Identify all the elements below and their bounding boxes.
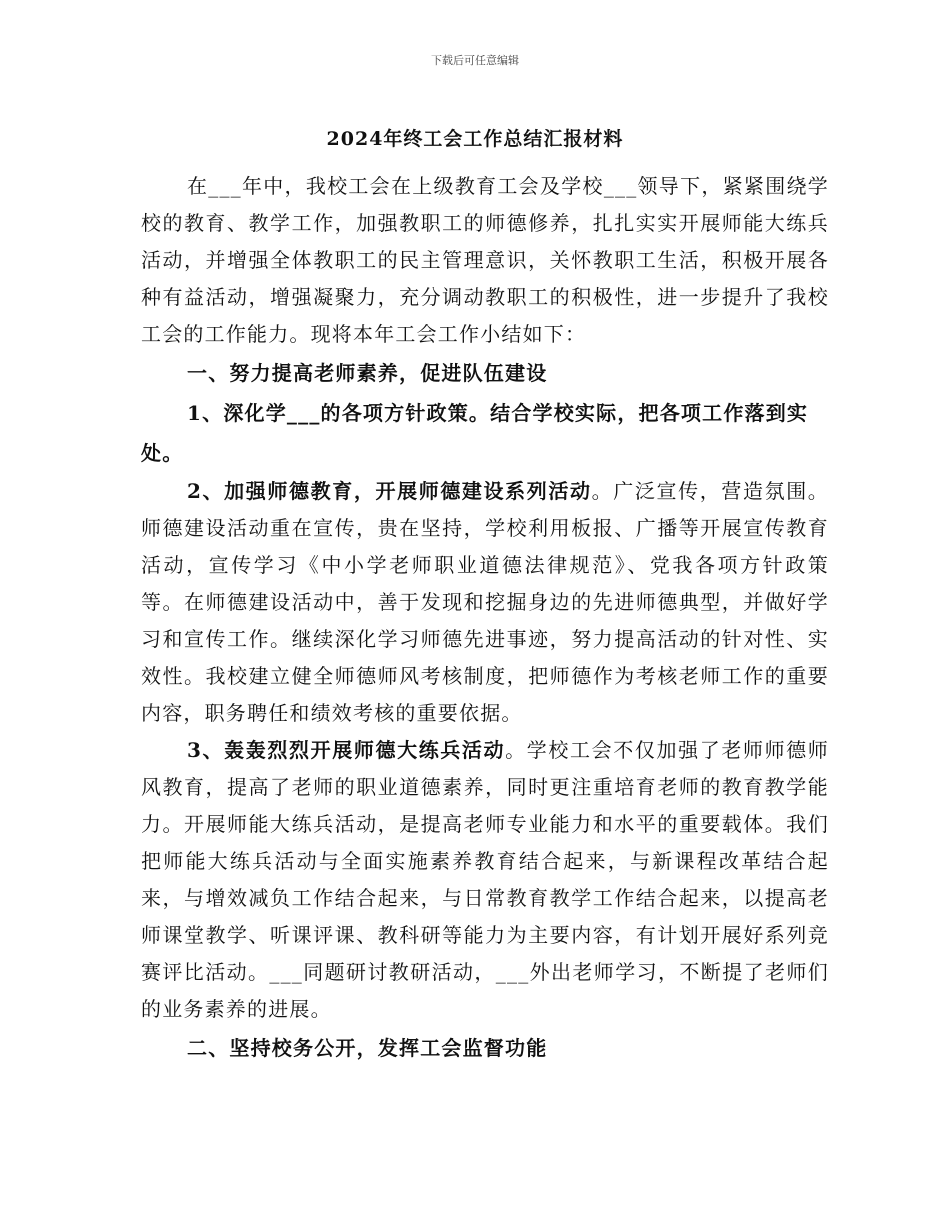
section-heading-2: 二、坚持校务公开，发挥工会监督功能 bbox=[187, 1036, 548, 1060]
section-heading-1: 一、努力提高老师素养，促进队伍建设 bbox=[187, 361, 548, 385]
section1-item-1: 1、深化学___的各项方针政策。结合学校实际，把各项工作落到实处。 bbox=[141, 401, 809, 465]
section1-item-2 bbox=[141, 473, 829, 732]
item-2-body: 。广泛宣传，营造氛围。师德建设活动重在宣传，贵在坚持，学校利用板报、广播等开展宣传教育活动，宣传学习《中小学老师职业道德法律规范》、党我各项方针政策等。在师德建设活动中，善于发现和挖掘身边的先进师德典型，并做好学习和宣传工作。继续深化学习师德先进事迹，努力提高活动的针对性、实效性。我校建立健全师德师风考核制度，把师德作为考核老师工作的重要内容，职务聘任和绩效考核的重要依据。 bbox=[141, 479, 830, 725]
intro-paragraph: 在___年中，我校工会在上级教育工会及学校___领导下，紧紧围绕学校的教育、教学工作，加强教职工的师德修养，扎扎实实开展师能大练兵活动，并增强全体教职工的民主管理意识，关怀教职工生活，积极开展各种有益活动，增强凝聚力，充分调动教职工的积极性，进一步提升了我校工会的工作能力。现将本年工会工作小结如下： bbox=[141, 174, 829, 346]
item-3-lead: 3、轰轰烈烈开展师德大练兵活动 bbox=[187, 738, 506, 762]
document-title: 2024年终工会工作总结汇报材料 bbox=[326, 128, 624, 150]
item-3-body: 。学校工会不仅加强了老师师德师风教育，提高了老师的职业道德素养，同时更注重培育老师的教育教学能力。开展师能大练兵活动，是提高老师专业能力和水平的重要载体。我们把师能大练兵活动与全面实施素养教育结合起来，与新课程改革结合起来，与增效减负工作结合起来，与日常教育教学工作结合起来，以提高老师课堂教学、听课评课、教科研等能力为主要内容，有计划开展好系列竞赛评比活动。___同题研讨教研活动，___外出老师学习，不断提了老师们的业务素养的进展。 bbox=[141, 738, 830, 1021]
section1-item-3 bbox=[141, 732, 829, 1028]
item-2-lead: 2、加强师德教育，开展师德建设系列活动 bbox=[187, 479, 592, 503]
header-note: 下载后可任意编辑 bbox=[431, 54, 519, 67]
document-body bbox=[141, 168, 829, 1068]
